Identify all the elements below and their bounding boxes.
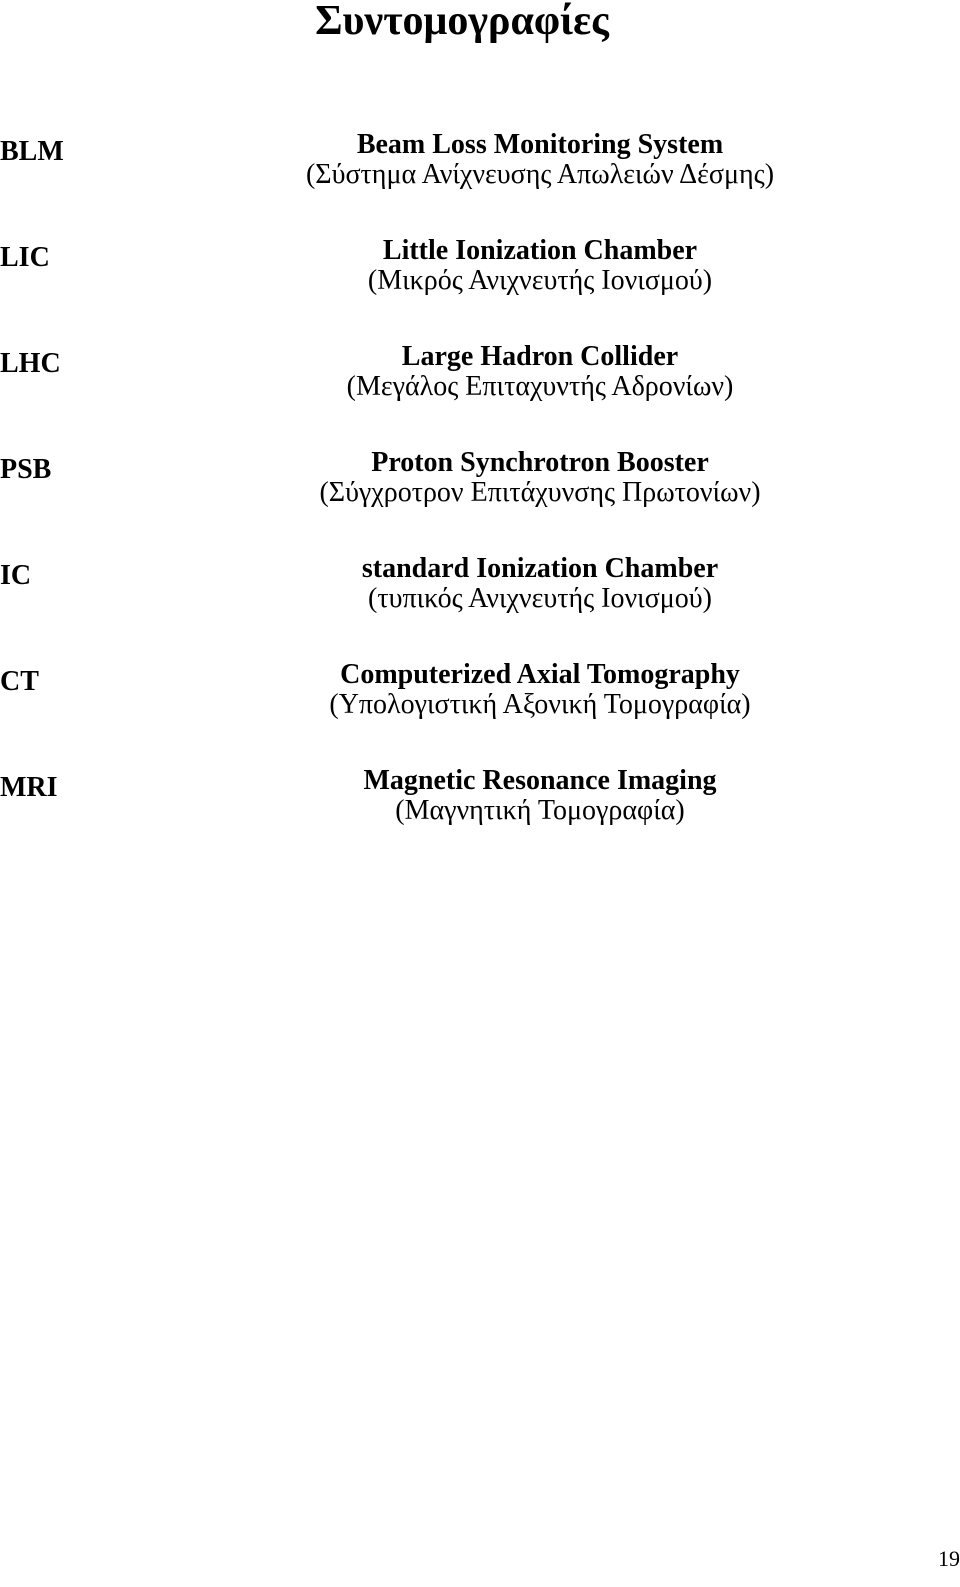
- abbreviation-definition: [329, 660, 750, 720]
- abbreviation-definition: [368, 236, 712, 296]
- greek-term: (Υπολογιστική Αξονική Τομογραφία): [329, 689, 751, 720]
- abbreviation: LIC: [0, 242, 50, 273]
- abbreviation-entry-ct: [0, 660, 960, 766]
- abbreviation: CT: [0, 666, 39, 697]
- abbreviation-entry-blm: [0, 130, 960, 236]
- abbreviation: MRI: [0, 772, 58, 803]
- english-term: standard Ionization Chamber: [361, 553, 719, 584]
- abbreviation-definition: [362, 554, 718, 614]
- english-term: Proton Synchrotron Booster: [371, 447, 709, 478]
- abbreviation-entry-ic: [0, 554, 960, 660]
- abbreviation-definition: [319, 448, 760, 508]
- english-term: Little Ionization Chamber: [382, 235, 698, 266]
- abbreviation-list: [0, 130, 960, 872]
- greek-term: (Μικρός Ανιχνευτής Ιονισμού): [367, 265, 713, 296]
- greek-term: (τυπικός Ανιχνευτής Ιονισμού): [368, 583, 712, 614]
- english-term: Computerized Axial Tomography: [340, 659, 740, 690]
- abbreviation: IC: [0, 560, 32, 591]
- page-title: Συντομογραφίες: [315, 0, 609, 44]
- abbreviation-entry-mri: [0, 766, 960, 872]
- abbreviation-definition: [363, 766, 716, 826]
- abbreviation: BLM: [0, 136, 64, 167]
- page-number: 19: [938, 1546, 960, 1571]
- english-term: Beam Loss Monitoring System: [356, 129, 724, 160]
- abbreviation: PSB: [0, 454, 52, 485]
- greek-term: (Σύστημα Ανίχνευσης Απωλειών Δέσμης): [305, 159, 775, 190]
- abbreviation-definition: [347, 342, 734, 402]
- greek-term: (Μαγνητική Τομογραφία): [395, 795, 685, 826]
- abbreviation: LHC: [0, 348, 61, 379]
- abbreviation-entry-psb: [0, 448, 960, 554]
- abbreviation-definition: [306, 130, 774, 190]
- english-term: Large Hadron Collider: [401, 341, 679, 372]
- greek-term: (Σύγχροτρον Επιτάχυνσης Πρωτονίων): [319, 477, 761, 508]
- english-term: Magnetic Resonance Imaging: [363, 765, 717, 796]
- abbreviation-entry-lic: [0, 236, 960, 342]
- greek-term: (Μεγάλος Επιταχυντής Αδρονίων): [346, 371, 734, 402]
- abbreviation-entry-lhc: [0, 342, 960, 448]
